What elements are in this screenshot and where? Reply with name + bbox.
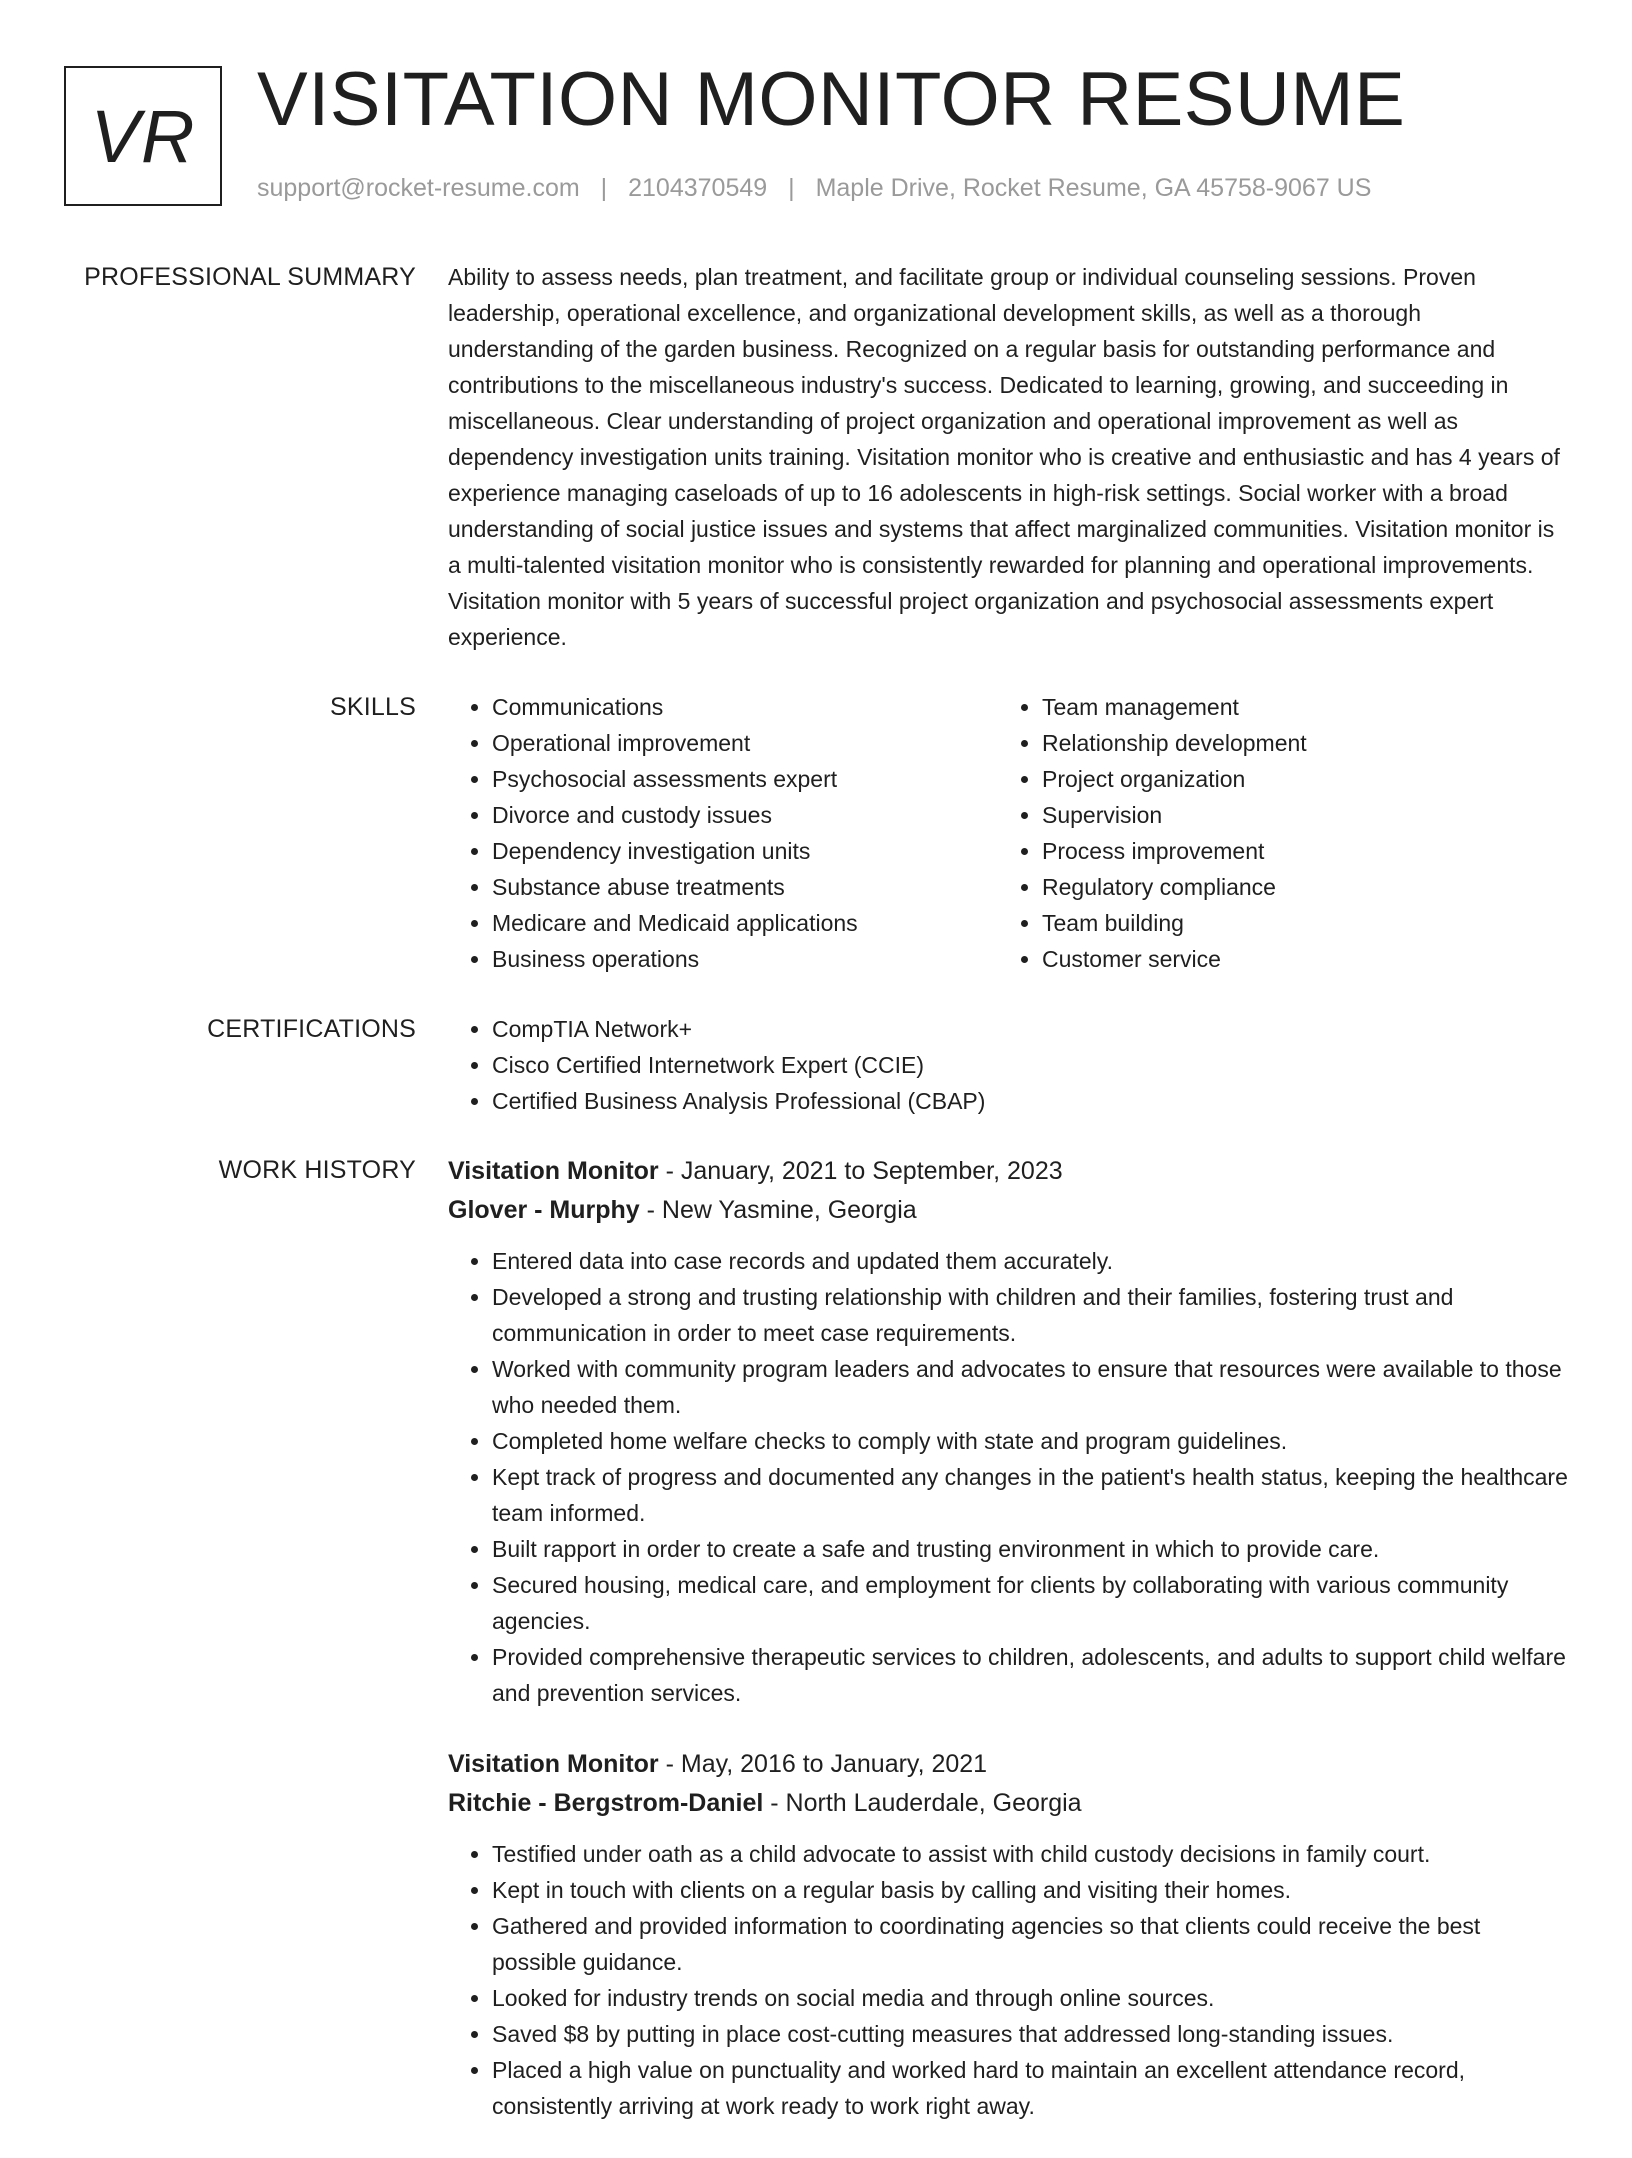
certifications-list (448, 1011, 1568, 1119)
section-title-work-history: WORK HISTORY (218, 1156, 416, 1184)
resume-title: VISITATION MONITOR RESUME (257, 57, 1406, 142)
list-item: • CompTIA Network+ (492, 1011, 1568, 1047)
section-title-skills: SKILLS (330, 693, 416, 721)
list-item: • Customer service (1042, 941, 1548, 977)
list-item: • Entered data into case records and updated them accurately. (492, 1243, 1568, 1279)
list-item: • Team management (1042, 689, 1548, 725)
job-location: - North Lauderdale, Georgia (763, 1789, 1082, 1817)
list-item: • Worked with community program leaders and advocates to ensure that resources were available to those who needed them. (492, 1351, 1568, 1423)
job-company-line (448, 1191, 1568, 1230)
list-item: • Operational improvement (492, 725, 998, 761)
job-entry (448, 1745, 1568, 2124)
list-item: • Process improvement (1042, 833, 1548, 869)
summary-body (448, 259, 1568, 655)
list-item: • Placed a high value on punctuality and worked hard to maintain an excellent attendance record, consistently arriving at work ready to work right away. (492, 2052, 1568, 2124)
job-company-line (448, 1784, 1568, 1823)
list-item: • Saved $8 by putting in place cost-cutting measures that addressed long-standing issues. (492, 2016, 1568, 2052)
skills-grid (448, 689, 1568, 977)
list-item: • Divorce and custody issues (492, 797, 998, 833)
list-item: • Looked for industry trends on social media and through online sources. (492, 1980, 1568, 2016)
skills-list-left (448, 689, 998, 977)
job-role: Visitation Monitor (448, 1157, 659, 1185)
list-item: • Developed a strong and trusting relationship with children and their families, fostering trust and communication in order to meet case requirements. (492, 1279, 1568, 1351)
list-item: • Secured housing, medical care, and employment for clients by collaborating with various community agencies. (492, 1567, 1568, 1639)
job-bullets (448, 1836, 1568, 2124)
job-dates: - May, 2016 to January, 2021 (658, 1750, 988, 1778)
monogram-logo (64, 66, 222, 206)
job-title-line (448, 1152, 1568, 1191)
list-item: • Kept track of progress and documented any changes in the patient's health status, keeping the healthcare team informed. (492, 1459, 1568, 1531)
job-bullets (448, 1243, 1568, 1711)
skills-list-right (998, 689, 1548, 977)
list-item: • Supervision (1042, 797, 1548, 833)
list-item: • Team building (1042, 905, 1548, 941)
section-title-certifications: CERTIFICATIONS (207, 1015, 416, 1043)
contact-separator: | (788, 174, 795, 202)
work-history-body (448, 1152, 1568, 2158)
list-item: • Regulatory compliance (1042, 869, 1548, 905)
list-item: • Kept in touch with clients on a regular basis by calling and visiting their homes. (492, 1872, 1568, 1908)
list-item: • Provided comprehensive therapeutic services to children, adolescents, and adults to support child welfare and prevention services. (492, 1639, 1568, 1711)
job-location: - New Yasmine, Georgia (639, 1196, 917, 1224)
summary-text: Ability to assess needs, plan treatment, and facilitate group or individual counseling sessions. Proven leadership, operational excellence, and organizational development skills, as well as a thorough understanding of the garden business. Recognized on a regular basis for outstanding performance and contributions to the miscellaneous industry's success. Dedicated to learning, growing, and succeeding in miscellaneous. Clear understanding of project organization and operational improvement as well as dependency investigation units training. Visitation monitor who is creative and enthusiastic and has 4 years of experience managing caseloads of up to 16 adolescents in high-risk settings. Social worker with a broad understanding of social justice issues and systems that affect marginalized communities. Visitation monitor is a multi-talented visitation monitor who is consistently rewarded for planning and operational improvements. Visitation monitor with 5 years of successful project organization and psychosocial assessments expert experience. (448, 264, 1560, 650)
list-item: • Completed home welfare checks to comply with state and program guidelines. (492, 1423, 1568, 1459)
job-entry (448, 1152, 1568, 1711)
contact-email[interactable]: support@rocket-resume.com (257, 174, 580, 202)
job-title-line (448, 1745, 1568, 1784)
job-dates: - January, 2021 to September, 2023 (658, 1157, 1063, 1185)
section-title-summary: PROFESSIONAL SUMMARY (84, 263, 416, 291)
list-item: • Business operations (492, 941, 998, 977)
job-role: Visitation Monitor (448, 1750, 659, 1778)
job-company: Glover - Murphy (448, 1196, 640, 1224)
skills-body (448, 689, 1568, 977)
list-item: • Project organization (1042, 761, 1548, 797)
list-item: • Built rapport in order to create a safe and trusting environment in which to provide care. (492, 1531, 1568, 1567)
contact-address: Maple Drive, Rocket Resume, GA 45758-9067 US (815, 174, 1372, 202)
contact-line (257, 174, 1371, 203)
list-item: • Relationship development (1042, 725, 1548, 761)
list-item: • Communications (492, 689, 998, 725)
certifications-body (448, 1011, 1568, 1119)
list-item: • Certified Business Analysis Professional (CBAP) (492, 1083, 1568, 1119)
list-item: • Testified under oath as a child advocate to assist with child custody decisions in family court. (492, 1836, 1568, 1872)
list-item: • Dependency investigation units (492, 833, 998, 869)
list-item: • Cisco Certified Internetwork Expert (CCIE) (492, 1047, 1568, 1083)
monogram-initials: VR (90, 94, 196, 178)
list-item: • Gathered and provided information to coordinating agencies so that clients could receive the best possible guidance. (492, 1908, 1568, 1980)
list-item: • Substance abuse treatments (492, 869, 998, 905)
list-item: • Psychosocial assessments expert (492, 761, 998, 797)
contact-phone[interactable]: 2104370549 (628, 174, 768, 202)
contact-separator: | (600, 174, 608, 202)
job-company: Ritchie - Bergstrom-Daniel (448, 1789, 764, 1817)
list-item: • Medicare and Medicaid applications (492, 905, 998, 941)
